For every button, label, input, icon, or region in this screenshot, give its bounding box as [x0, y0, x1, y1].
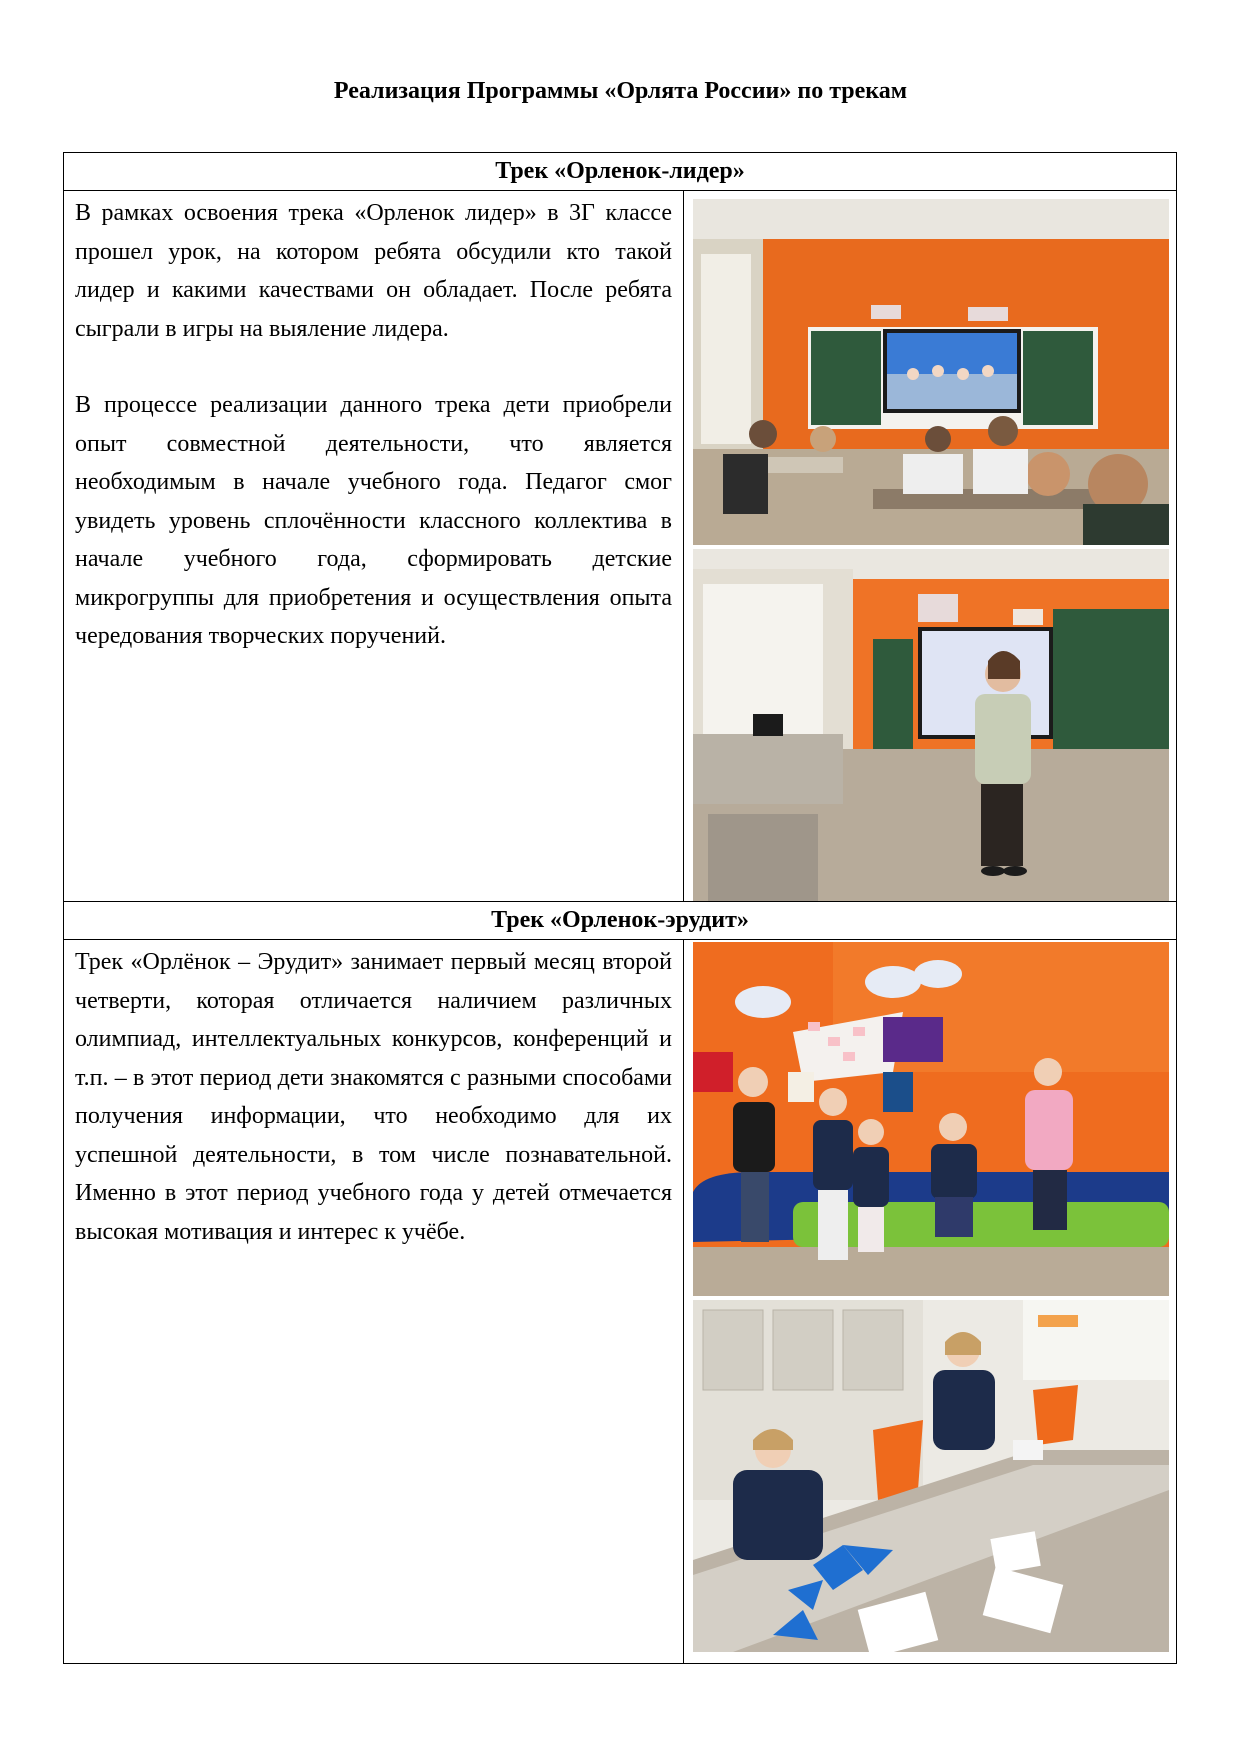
- track-leader-paragraph-2: В процессе реализации данного трека дети приобрели опыт совместной деятельности, что является необходимым в начале учебного года. Педагог смог увидеть уровень сплочённости классного коллектива в начале учебного года, сформировать детские микрогруппы для приобретения и осуществления опыта чередования творческих поручений.: [75, 392, 672, 649]
- tracks-table: [63, 152, 1177, 1664]
- classroom-lesson-photo: [693, 199, 1169, 545]
- track-leader-paragraph-1: В рамках освоения трека «Орленок лидер» в 3Г классе прошел урок, на котором ребята обсудили кто такой лидер и какими качествами он обладает. После ребята сыграли в игры на выяление лидера.: [75, 200, 672, 342]
- track-leader-text: [64, 191, 684, 902]
- children-group-photo: [693, 942, 1169, 1296]
- teacher-at-board-photo: [693, 549, 1169, 901]
- track-erudite-photos: [684, 940, 1177, 1664]
- track-erudite-text: [64, 940, 684, 1664]
- children-crafting-photo: [693, 1300, 1169, 1652]
- track-leader-heading: Трек «Орленок-лидер»: [64, 153, 1177, 191]
- page-title: Реализация Программы «Орлята России» по трекам: [333, 78, 908, 104]
- track-leader-photos: [684, 191, 1177, 902]
- track-erudite-heading: Трек «Орленок-эрудит»: [64, 902, 1177, 940]
- track-erudite-paragraph-1: Трек «Орлёнок – Эрудит» занимает первый месяц второй четверти, которая отличается наличием различных олимпиад, интеллектуальных конкурсов, конференций и т.п. – в этот период дети знакомятся с разными способами получения информации, что необходимо для их успешной деятельности, в том числе познавательной. Именно в этот период учебного года у детей отмечается высокая мотивация и интерес к учёбе.: [75, 949, 672, 1245]
